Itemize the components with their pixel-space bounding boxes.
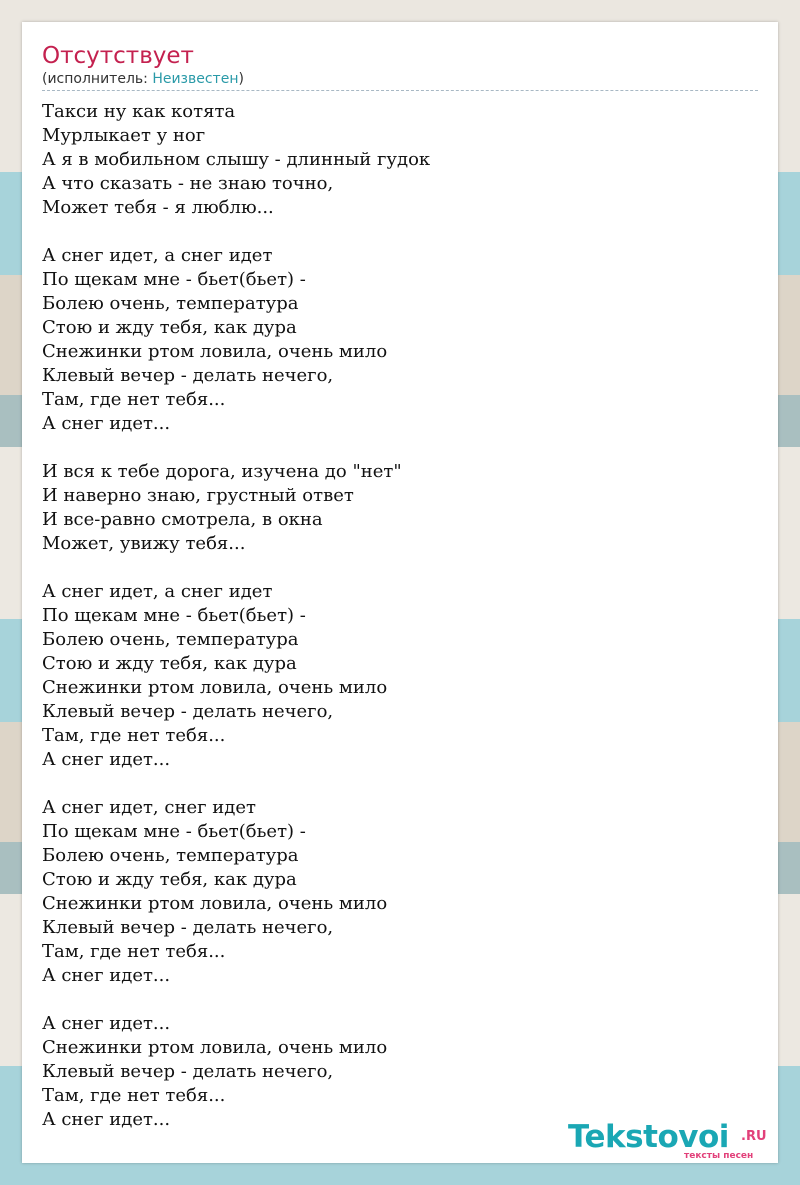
title-divider [42,90,758,91]
lyric-line: А снег идет... [42,1013,171,1034]
lyric-line: Мурлыкает у ног [42,125,206,146]
lyric-line: А что сказать - не знаю точно, [42,173,334,194]
artist-line [42,70,244,88]
lyric-line: Клевый вечер - делать нечего, [42,701,334,722]
lyric-line [42,436,758,460]
lyric-line: Клевый вечер - делать нечего, [42,917,334,938]
lyric-line: Снежинки ртом ловила, очень мило [42,677,388,698]
lyric-line [42,220,758,244]
lyric-line: Болею очень, температура [42,629,299,650]
lyric-line: И все-равно смотрела, в окна [42,509,323,530]
logo-domain-text: .RU [741,1129,767,1144]
logo-main-text: Tekstovoi [568,1119,729,1155]
lyric-line: Клевый вечер - делать нечего, [42,365,334,386]
lyric-line: Там, где нет тебя... [42,941,226,962]
lyric-line: А снег идет, снег идет [42,797,256,818]
lyric-line: Стою и жду тебя, как дура [42,869,297,890]
lyric-line: Может тебя - я люблю... [42,197,274,218]
lyric-line: По щекам мне - бьет(бьет) - [42,821,306,842]
artist-link[interactable]: Неизвестен [152,71,239,87]
song-title: Отсутствует [42,43,194,69]
lyric-line [42,556,758,580]
lyric-line: А снег идет... [42,749,171,770]
artist-suffix: ) [238,71,244,87]
lyric-line [42,772,758,796]
lyric-line: По щекам мне - бьет(бьет) - [42,605,306,626]
logo-tagline: тексты песен [684,1151,754,1161]
lyric-line: Может, увижу тебя... [42,533,246,554]
lyric-line: И наверно знаю, грустный ответ [42,485,354,506]
lyric-line: Там, где нет тебя... [42,1085,226,1106]
lyric-line: Там, где нет тебя... [42,725,226,746]
lyric-line: Стою и жду тебя, как дура [42,653,297,674]
lyric-line: Снежинки ртом ловила, очень мило [42,341,388,362]
tekstovoi-logo[interactable] [568,1119,778,1163]
lyric-line: Болею очень, температура [42,293,299,314]
lyric-line: А снег идет, а снег идет [42,581,273,602]
lyrics-text [42,100,758,1132]
lyric-line: Стою и жду тебя, как дура [42,317,297,338]
lyric-line: Такси ну как котята [42,101,236,122]
lyric-line: Там, где нет тебя... [42,389,226,410]
lyric-line: А снег идет... [42,1109,171,1130]
lyric-line [42,988,758,1012]
lyric-line: Снежинки ртом ловила, очень мило [42,1037,388,1058]
lyric-line: По щекам мне - бьет(бьет) - [42,269,306,290]
artist-prefix: (исполнитель: [42,71,153,87]
lyric-line: А снег идет... [42,965,171,986]
lyric-line: А я в мобильном слышу - длинный гудок [42,149,431,170]
lyric-line: А снег идет, а снег идет [42,245,273,266]
lyrics-card [22,22,778,1163]
lyric-line: Болею очень, температура [42,845,299,866]
lyric-line: А снег идет... [42,413,171,434]
lyric-line: Снежинки ртом ловила, очень мило [42,893,388,914]
lyric-line: И вся к тебе дорога, изучена до "нет" [42,461,402,482]
lyric-line: Клевый вечер - делать нечего, [42,1061,334,1082]
